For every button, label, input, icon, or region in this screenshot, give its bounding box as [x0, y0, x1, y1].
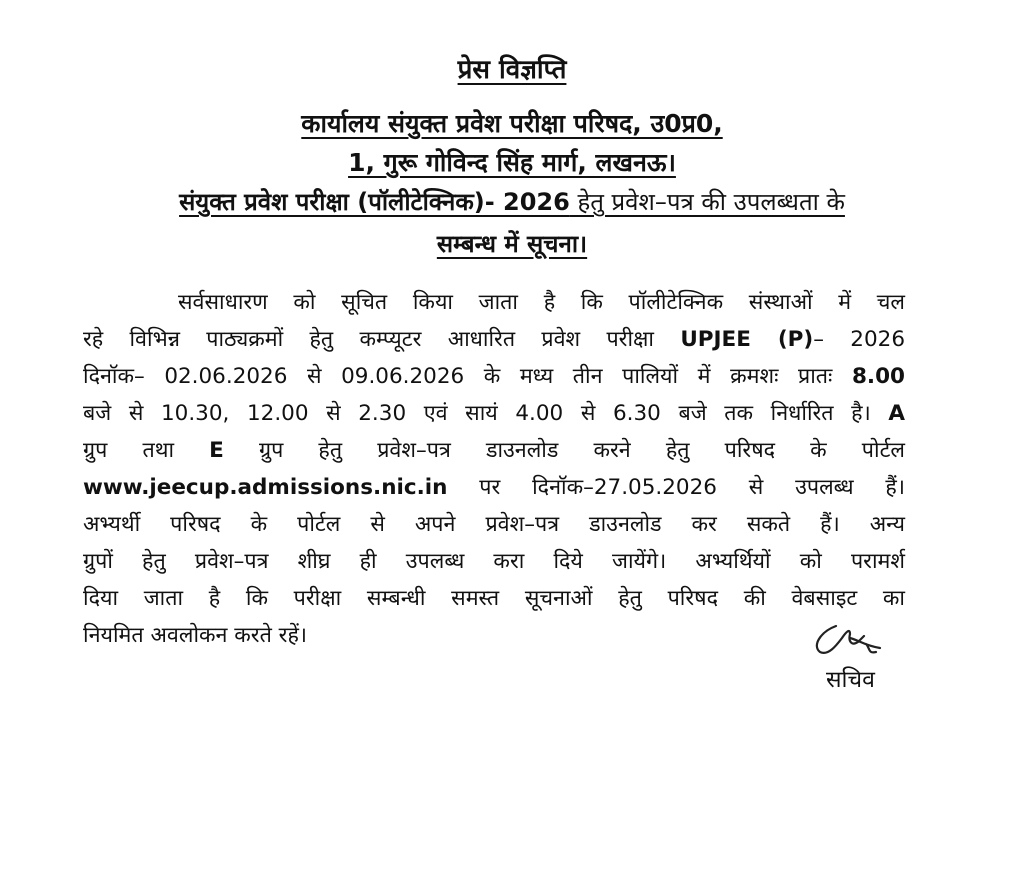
body-text-segment: पर दिनॉक–27.05.2026 से उपलब्ध हैं। — [479, 475, 905, 500]
body-text-segment: दिनॉक– 02.06.2026 से 09.06.2026 के मध्य तीन पालियों में क्रमशः प्रातः — [83, 364, 833, 389]
signature — [806, 618, 886, 664]
body-line — [83, 358, 905, 395]
office-name: कार्यालय संयुक्त प्रवेश परीक्षा परिषद, उ0प्र0, — [301, 109, 723, 138]
office-address: 1, गुरू गोविन्द सिंह मार्ग, लखनऊ। — [348, 148, 676, 177]
notice-subject — [0, 190, 1024, 214]
body-text-segment: ग्रुप तथा — [83, 438, 175, 463]
body-text-segment: ग्रुप हेतु प्रवेश–पत्र डाउनलोड करने हेतु परिषद के पोर्टल — [258, 438, 905, 463]
notice-body — [83, 284, 905, 654]
body-line — [83, 395, 905, 432]
group-e: E — [209, 438, 224, 463]
body-line — [83, 321, 905, 358]
body-line: दिया जाता है कि परीक्षा सम्बन्धी समस्त सूचनाओं हेतु परिषद की वेबसाइट का — [83, 586, 905, 611]
body-line: नियमित अवलोकन करते रहें। — [83, 623, 308, 648]
body-line: अभ्यर्थी परिषद के पोर्टल से अपने प्रवेश–पत्र डाउनलोड कर सकते हैं। अन्य — [83, 512, 905, 537]
body-text-segment: रहे विभिन्न पाठ्यक्रमों हेतु कम्प्यूटर आधारित प्रवेश परीक्षा — [83, 327, 655, 352]
time-value: 8.00 — [851, 364, 905, 389]
body-line: सर्वसाधारण को सूचित किया जाता है कि पॉलीटेक्निक संस्थाओं में चल — [178, 290, 905, 315]
exam-code: UPJEE (P) — [680, 327, 814, 352]
body-line: ग्रुपों हेतु प्रवेश–पत्र शीघ्र ही उपलब्ध करा दिये जायेंगे। अभ्यर्थियों को परामर्श — [83, 549, 905, 574]
signatory-designation: सचिव — [826, 667, 875, 693]
body-line — [83, 432, 905, 469]
exam-year: – 2026 — [813, 327, 905, 352]
body-text-segment: बजे से 10.30, 12.00 से 2.30 एवं सायं 4.00 से 6.30 बजे तक निर्धारित है। — [83, 401, 871, 426]
body-line — [83, 469, 905, 506]
portal-link[interactable]: www.jeecup.admissions.nic.in — [83, 475, 448, 500]
press-release-title: प्रेस विज्ञप्ति — [457, 55, 567, 85]
subject-text: हेतु प्रवेश–पत्र की उपलब्धता के — [569, 188, 845, 216]
group-a: A — [888, 401, 905, 426]
notice-subject-continued: सम्बन्ध में सूचना। — [436, 230, 588, 258]
subject-exam-name: संयुक्त प्रवेश परीक्षा (पॉलीटेक्निक)- 2026 — [179, 188, 570, 216]
